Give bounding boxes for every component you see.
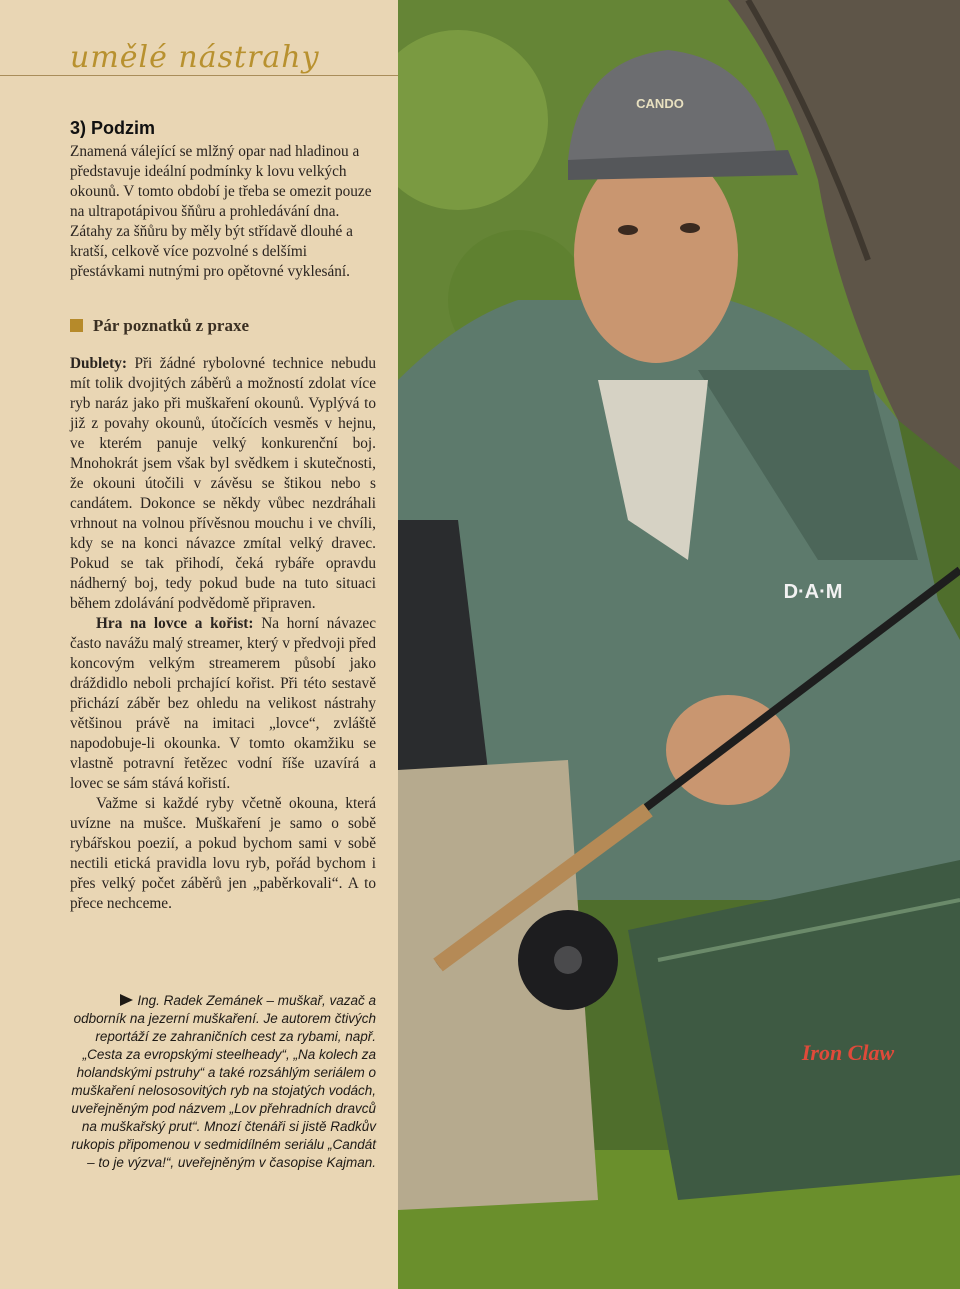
face	[574, 147, 738, 363]
header-rule	[0, 75, 398, 76]
cap-logo: CANDO	[636, 96, 684, 111]
arrow-icon	[120, 994, 133, 1006]
paragraph-closing: Važme si každé ryby včetně okouna, která uvízne na mušce. Muškaření je samo o sobě rybářskou poezií, a pokud bychom sami v sobě nectili etická pravidla lovu ryb, pořád bychom i přes velký počet záběrů jen „paběrkovali“. A to přece nechceme.	[70, 795, 376, 912]
eye	[680, 223, 700, 233]
photo-illustration	[398, 0, 960, 1289]
podzim-block	[70, 118, 380, 282]
angler-photo	[398, 0, 960, 1289]
text-lovec: Na horní návazec často navážu malý streamer, který v předvoji před koncovým velkým streamerem působí jako dráždidlo neboli prchající kořist. Při této sestavě přichází záběr bez ohledu na velikost nástrahy většinou právě na imitaci „lovce“, zvláště napodobuje-li okounka. V tomto okamžiku se vlastně potravní řetězec vodní říše uzavírá a lovec se sám stává kořistí.	[70, 615, 377, 792]
text-column	[0, 0, 398, 1289]
paragraph-dublety	[70, 354, 376, 614]
lead-dublety: Dublety:	[70, 355, 127, 372]
lead-lovec: Hra na lovce a kořist:	[96, 615, 254, 632]
bag-logo: Iron Claw	[801, 1040, 895, 1065]
podzim-text: Znamená válející se mlžný opar nad hladinou a představuje ideální podmínky k lovu velkých okounů. V tomto období je třeba se omezit pouze na ultrapotápivou šňůru a prohledávání dna. Zátahy za šňůru by měly být střídavě dlouhé a kratší, celkově více pozvolné s delšími přestávkami nutnými pro opětovné vyklesání.	[70, 143, 372, 280]
paragraph-lovec	[70, 614, 376, 794]
square-bullet-icon	[70, 319, 83, 332]
article-body	[70, 354, 376, 914]
reel-hub	[554, 946, 582, 974]
section-label: umělé nástrahy	[70, 40, 320, 75]
author-note	[66, 992, 376, 1172]
jacket-logo: D·A·M	[783, 581, 843, 603]
subhead	[70, 316, 249, 336]
author-note-text: Ing. Radek Zemánek – muškař, vazač a odborník na jezerní muškaření. Je autorem čtivých reportáží ze zahraničních cest za rybami, např. „Cesta za evropskými steelheady“, „Na kolech za holandskými pstruhy“ a také rozsáhlým seriálem o muškaření nelososovitých ryb na stojatých vodách, uveřejněným pod názvem „Lov přehradních dravců na muškařský prut“. Mnozí čtenáři si jistě Radkův rukopis připomenou v sedmidílném seriálu „Candát – to je výzva!“, uveřejněným v časopise Kajman.	[71, 993, 376, 1170]
podzim-heading: 3) Podzim	[70, 118, 156, 138]
subhead-text: Pár poznatků z praxe	[93, 316, 249, 335]
eye	[618, 225, 638, 235]
text-dublety: Při žádné rybolovné technice nebudu mít tolik dvojitých záběrů a možností zdolat více ryb naráz jako při muškaření okounů. Vyplývá to již z povahy okounů, útočících vesměs v hejnu, ve kterém panuje velký konkurenční boj. Mnohokrát jsem však byl svědkem i skutečnosti, že okouni útočili v závěsu se štikou nebo s candátem. Dokonce se někdy vůbec nezdráhali vrhnout na volnou přívěsnou mouchu i ve chvíli, kdy se na konci návazce zmítal velký dravec. Pokud se tak přihodí, čeká rybáře opravdu nádherný boj, tedy pokud bude na tuto situaci během zdolávání podvědomě připraven.	[70, 355, 376, 612]
